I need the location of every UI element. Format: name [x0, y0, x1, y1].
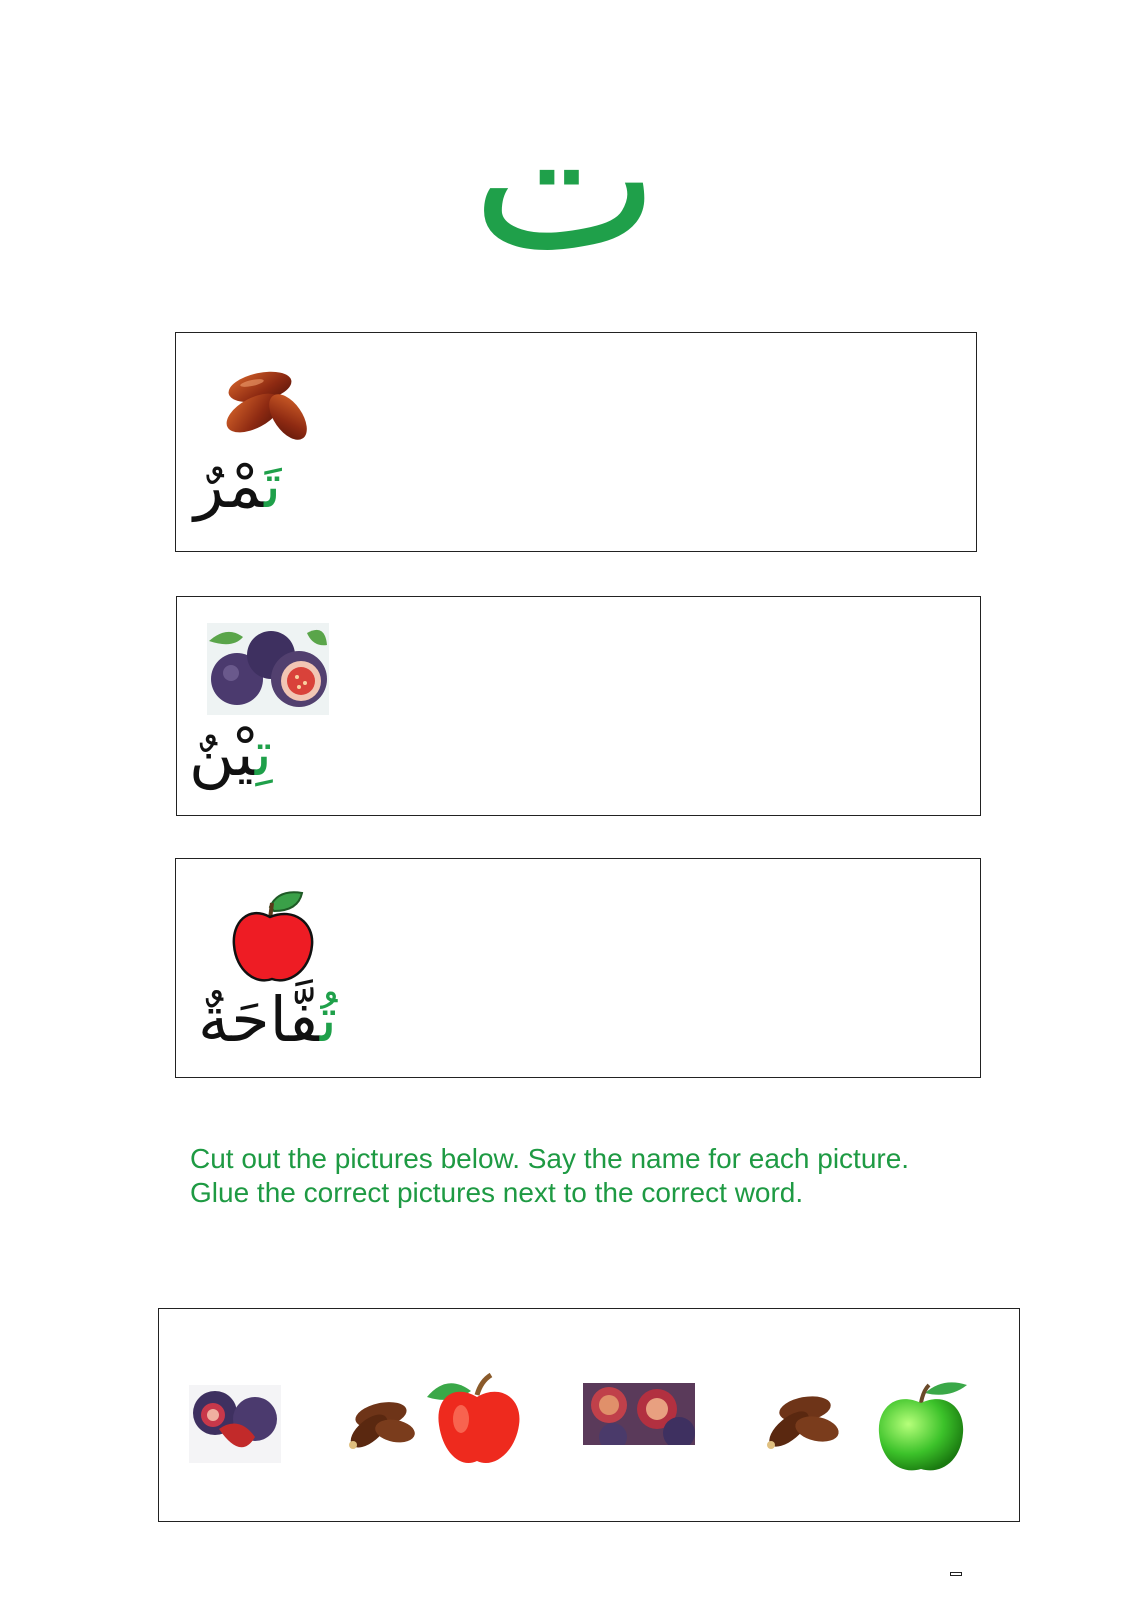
figs-icon: [207, 623, 329, 715]
word-figs: [189, 719, 272, 789]
word-dates: [194, 451, 281, 521]
instructions-line-1: Cut out the pictures below. Say the name for each picture.: [190, 1143, 910, 1174]
word-rest: مْرٌ: [194, 449, 265, 522]
word-box-apple: [175, 858, 981, 1078]
word-apple: [198, 985, 337, 1055]
figs-icon[interactable]: [583, 1383, 695, 1445]
word-first-letter: تِ: [254, 717, 273, 790]
word-first-letter: تُ: [319, 983, 338, 1056]
word-box-figs: [176, 596, 981, 816]
red-apple-icon[interactable]: [421, 1369, 533, 1469]
dates-icon[interactable]: [339, 1393, 419, 1453]
dates-icon[interactable]: [759, 1389, 843, 1453]
word-first-letter: تَ: [264, 449, 282, 522]
instructions-line-2: Glue the correct pictures next to the correct word.: [190, 1177, 804, 1208]
green-apple-icon[interactable]: [873, 1377, 969, 1475]
word-rest: فَّاحَةٌ: [198, 983, 320, 1056]
letter-title: ت: [471, 63, 660, 296]
word-box-dates: [175, 332, 977, 552]
dates-icon: [218, 361, 318, 451]
apple-icon: [230, 889, 316, 985]
word-rest: يْنٌ: [189, 717, 255, 790]
page-mark: [950, 1572, 962, 1576]
cutout-pictures-box: [158, 1308, 1020, 1522]
figs-icon[interactable]: [189, 1385, 281, 1463]
instructions: [190, 1142, 1050, 1210]
